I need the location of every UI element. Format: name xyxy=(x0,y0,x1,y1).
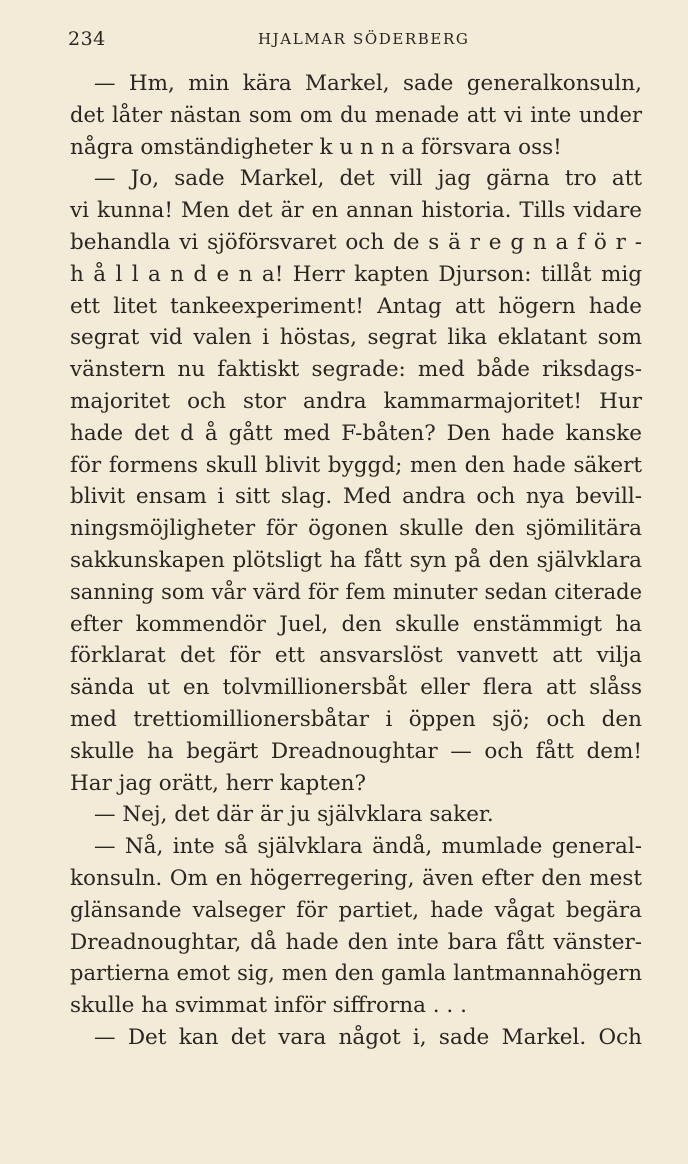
text-line: segrat vid valen i höstas, segrat lika eklatant som xyxy=(70,325,642,351)
text-line: Har jag orätt, herr kapten? xyxy=(70,770,367,796)
text-line: vi kunna! Men det är en annan historia. Tills vidare xyxy=(70,198,642,224)
text-line: majoritet och stor andra kammarmajoritet! Hur xyxy=(70,388,642,414)
text-line: — Nå, inte så självklara ändå, mumlade general- xyxy=(94,834,642,860)
text-line: — Nej, det där är ju självklara saker. xyxy=(94,802,494,828)
text-line: glänsande valseger för partiet, hade vågat begära xyxy=(70,897,642,923)
text-line: h å l l a n d e n a! Herr kapten Djurson: tillåt mig xyxy=(70,261,642,287)
text-line: behandla vi sjöförsvaret och de s ä r e g n a f ö r - xyxy=(70,229,642,255)
text-line: för formens skull blivit byggd; men den hade säkert xyxy=(70,452,642,478)
text-line: sända ut en tolvmillionersbåt eller flera att slåss xyxy=(70,675,642,701)
text-line: partierna emot sig, men den gamla lantmannahögern xyxy=(70,961,642,986)
text-line: skulle ha begärt Dreadnoughtar — och fått dem! xyxy=(70,738,642,764)
text-line: konsuln. Om en högerregering, även efter den mest xyxy=(70,865,642,891)
text-line: några omständigheter k u n n a försvara oss! xyxy=(70,134,562,160)
body-text xyxy=(70,68,642,1054)
page-number: 234 xyxy=(68,28,106,50)
running-head: HJALMAR SÖDERBERG xyxy=(258,30,470,48)
text-line: vänstern nu faktiskt segrade: med både riksdags- xyxy=(70,357,642,383)
text-line: skulle ha svimmat inför siffrorna . . . xyxy=(70,993,467,1019)
text-line: Dreadnoughtar, då hade den inte bara fått vänster- xyxy=(70,929,642,955)
text-line: — Jo, sade Markel, det vill jag gärna tro att xyxy=(94,166,642,192)
text-line: förklarat det för ett ansvarslöst vanvett att vilja xyxy=(70,643,642,669)
text-line: ett litet tankeexperiment! Antag att högern hade xyxy=(70,293,642,319)
text-line: det låter nästan som om du menade att vi inte under xyxy=(70,102,642,127)
text-line: efter kommendör Juel, den skulle enstämmigt ha xyxy=(70,611,642,637)
text-line: blivit ensam i sitt slag. Med andra och nya bevill- xyxy=(70,484,642,510)
text-line: sakkunskapen plötsligt ha fått syn på den självklara xyxy=(70,547,642,573)
text-line: med trettiomillionersbåtar i öppen sjö; och den xyxy=(70,706,642,732)
page-header xyxy=(68,28,648,52)
text-line: — Hm, min kära Markel, sade generalkonsuln, xyxy=(94,71,642,96)
text-line: sanning som vår värd för fem minuter sedan citerade xyxy=(70,579,642,604)
text-line: — Det kan det vara något i, sade Markel. Och xyxy=(94,1024,642,1050)
text-line: hade det d å gått med F-båten? Den hade kanske xyxy=(70,420,642,446)
text-line: ningsmöjligheter för ögonen skulle den sjömilitära xyxy=(70,516,642,542)
